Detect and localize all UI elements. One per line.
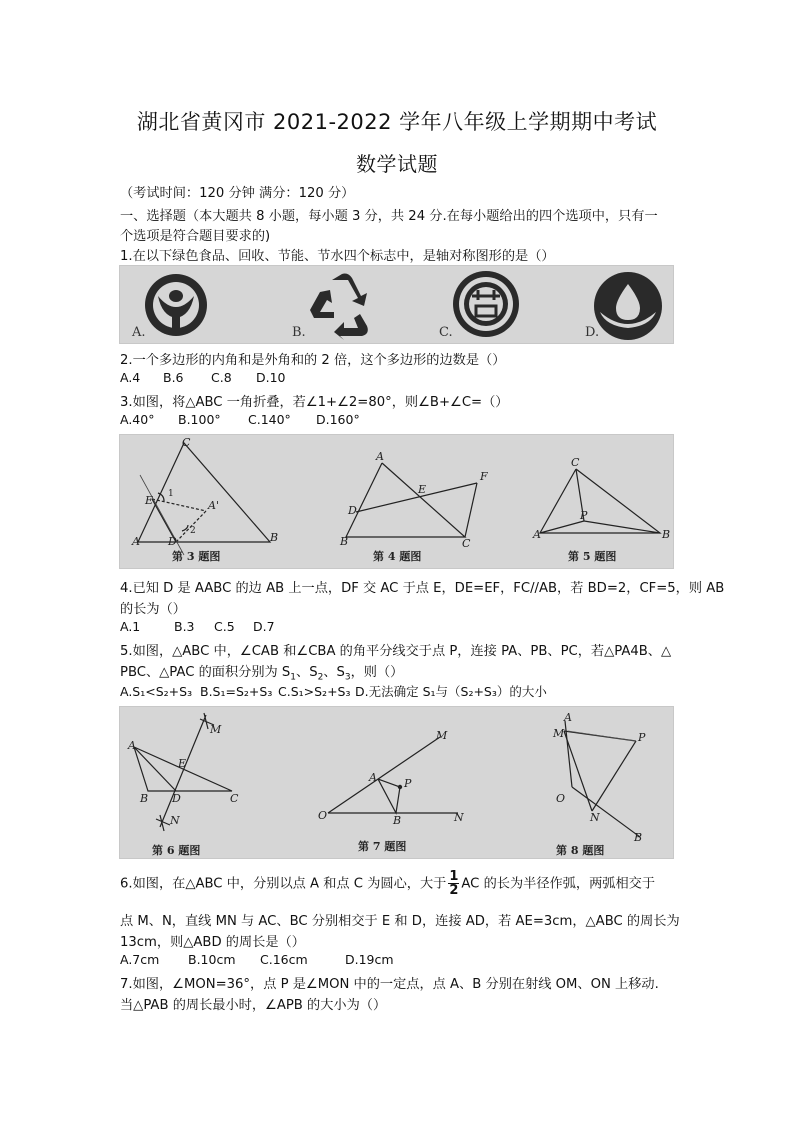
q5-option-b: B.S₁=S₂+S₃ bbox=[200, 684, 273, 699]
energy-saving-logo bbox=[453, 271, 519, 337]
fig8-point-a: A bbox=[564, 711, 572, 724]
q6-option-d: D.19cm bbox=[345, 952, 394, 967]
fig5-point-b: B bbox=[662, 528, 671, 541]
fig7-fixed-point-dot bbox=[398, 785, 402, 789]
q5-stem-cont: PBC、△PAC 的面积分别为 $S_1$、$S_2$、$S_3$，则（） bbox=[120, 665, 404, 683]
q7-stem-cont: 当△PAB 的周长最小时，∠APB 的大小为（） bbox=[120, 998, 387, 1013]
fig7-point-b: B bbox=[393, 814, 402, 827]
q2-options bbox=[120, 370, 286, 385]
fig4-point-e: E bbox=[418, 483, 427, 496]
q3-option-d: D.160° bbox=[316, 412, 360, 427]
fig8-point-m: M bbox=[553, 727, 565, 740]
page-subtitle: 数学试题 bbox=[356, 152, 438, 176]
fig8-point-b: B bbox=[634, 831, 643, 844]
q6-stem-cont2: 13cm，则△ABD 的周长是（） bbox=[120, 935, 305, 950]
q3-option-b: B.100° bbox=[178, 412, 221, 427]
figure-4 bbox=[346, 463, 477, 537]
q2-option-d: D.10 bbox=[256, 370, 286, 385]
fig6-point-a: A bbox=[128, 739, 136, 752]
fig6-point-m: M bbox=[210, 723, 222, 736]
q5-options bbox=[120, 682, 547, 700]
fig6-caption: 第 6 题图 bbox=[152, 844, 201, 857]
fig3-angle-2: 2 bbox=[190, 526, 196, 536]
fig3-point-d: D bbox=[168, 535, 177, 548]
green-food-logo bbox=[145, 274, 207, 336]
exam-info: （考试时间：120 分钟 满分：120 分） bbox=[120, 186, 355, 201]
q4-option-c: C.5 bbox=[214, 619, 235, 634]
fig7-point-o: O bbox=[318, 809, 328, 822]
q2-option-a: A.4 bbox=[120, 370, 141, 385]
fig4-point-f: F bbox=[480, 470, 488, 483]
fig3-angle-1: 1 bbox=[168, 489, 174, 499]
figure-5 bbox=[540, 469, 660, 533]
q6-fraction: $\frac{1}{2}$ bbox=[449, 869, 459, 898]
fig8-point-p: P bbox=[638, 731, 646, 744]
fig7-point-m: M bbox=[436, 729, 448, 742]
figures-6-8-photo bbox=[119, 706, 674, 859]
fig6-point-n: N bbox=[170, 814, 180, 827]
q6-option-a: A.7cm bbox=[120, 952, 160, 967]
fig7-point-a: A bbox=[369, 771, 377, 784]
q6-options bbox=[120, 952, 394, 967]
logo-label-b: B. bbox=[292, 325, 306, 340]
q4-option-b: B.3 bbox=[174, 619, 195, 634]
fig7-caption: 第 7 题图 bbox=[358, 840, 407, 853]
page-title: 湖北省黄冈市 2021-2022 学年八年级上学期期中考试 bbox=[136, 110, 658, 134]
q3-options bbox=[120, 412, 360, 427]
fig4-point-c: C bbox=[462, 537, 471, 550]
q5-stem: 5.如图，△ABC 中，∠CAB 和∠CBA 的角平分线交于点 P，连接 PA、PB、PC，若△PA4B、△ bbox=[120, 644, 672, 659]
fig4-caption: 第 4 题图 bbox=[373, 550, 422, 563]
q6-stem: 6.如图，在△ABC 中，分别以点 A 和点 C 为圆心，大于 $\frac{1}{2}$ AC 的长为半径作弧，两弧相交于 bbox=[120, 869, 656, 898]
q1-stem: 1.在以下绿色食品、回收、节能、节水四个标志中，是轴对称图形的是（） bbox=[120, 249, 555, 264]
fig4-point-d: D bbox=[348, 504, 357, 517]
recycle-logo bbox=[310, 274, 368, 341]
q3-option-c: C.140° bbox=[248, 412, 291, 427]
q3-stem: 3.如图，将△ABC 一角折叠，若∠1+∠2=80°，则∠B+∠C=（） bbox=[120, 395, 509, 410]
q5-option-c: C.S₁>S₂+S₃ bbox=[278, 684, 351, 699]
q2-option-c: C.8 bbox=[211, 370, 232, 385]
fig8-point-o: O bbox=[556, 792, 566, 805]
q6-option-b: B.10cm bbox=[188, 952, 236, 967]
fig6-point-b: B bbox=[140, 792, 149, 805]
q5-option-a: A.S₁<S₂+S₃ bbox=[120, 684, 193, 699]
q3-option-a: A.40° bbox=[120, 412, 155, 427]
fig7-point-p: P bbox=[404, 777, 412, 790]
fig3-point-e: E bbox=[145, 494, 154, 507]
q2-option-b: B.6 bbox=[163, 370, 184, 385]
figure-3 bbox=[138, 443, 270, 555]
figure-7 bbox=[328, 737, 458, 813]
section1-heading: 一、选择题（本大题共 8 小题，每小题 3 分，共 24 分.在每小题给出的四个选项中，只有一 bbox=[120, 209, 658, 224]
fig8-point-n: N bbox=[590, 811, 600, 824]
fig6-point-e: E bbox=[178, 757, 187, 770]
fig8-caption: 第 8 题图 bbox=[556, 844, 605, 857]
figures-3-5-photo bbox=[119, 434, 674, 569]
fig5-point-a: A bbox=[533, 528, 541, 541]
figure-8 bbox=[564, 721, 640, 837]
q6-option-c: C.16cm bbox=[260, 952, 308, 967]
logo-label-c: C. bbox=[439, 325, 453, 340]
fig7-point-n: N bbox=[454, 811, 464, 824]
fig3-point-a-prime: A' bbox=[208, 499, 219, 512]
fig3-point-a: A bbox=[132, 535, 140, 548]
fig5-point-c: C bbox=[571, 456, 580, 469]
q2-stem: 2.一个多边形的内角和是外角和的 2 倍，这个多边形的边数是（） bbox=[120, 353, 506, 368]
logo-label-a: A. bbox=[132, 325, 146, 340]
water-saving-logo bbox=[594, 272, 662, 340]
fig3-point-b: B bbox=[270, 531, 279, 544]
section1-heading-cont: 个选项是符合题目要求的) bbox=[120, 229, 271, 244]
fig5-caption: 第 5 题图 bbox=[568, 550, 617, 563]
fig4-point-a: A bbox=[376, 450, 384, 463]
fig4-point-b: B bbox=[340, 535, 349, 548]
q4-option-a: A.1 bbox=[120, 619, 141, 634]
q4-stem: 4.已知 D 是 AABC 的边 AB 上一点，DF 交 AC 于点 E，DE=EF，FC//AB，若 BD=2，CF=5，则 AB bbox=[120, 581, 725, 596]
q4-options bbox=[120, 619, 275, 634]
q7-stem: 7.如图，∠MON=36°，点 P 是∠MON 中的一定点，点 A、B 分别在射线 OM、ON 上移动. bbox=[120, 977, 659, 992]
fig6-point-c: C bbox=[230, 792, 239, 805]
fig6-point-d: D bbox=[172, 792, 181, 805]
fig3-point-c: C bbox=[182, 436, 191, 449]
fig5-point-p: P bbox=[580, 509, 588, 522]
q1-logo-strip bbox=[119, 265, 674, 344]
fig3-caption: 第 3 题图 bbox=[172, 550, 221, 563]
q5-option-d: D.无法确定 S₁与（S₂+S₃）的大小 bbox=[355, 684, 547, 699]
q4-stem-cont: 的长为（） bbox=[120, 602, 186, 617]
q6-stem-cont: 点 M、N，直线 MN 与 AC、BC 分别相交于 E 和 D，连接 AD，若 AE=3cm，△ABC 的周长为 bbox=[120, 914, 680, 929]
logo-label-d: D. bbox=[585, 325, 600, 340]
q4-option-d: D.7 bbox=[253, 619, 275, 634]
